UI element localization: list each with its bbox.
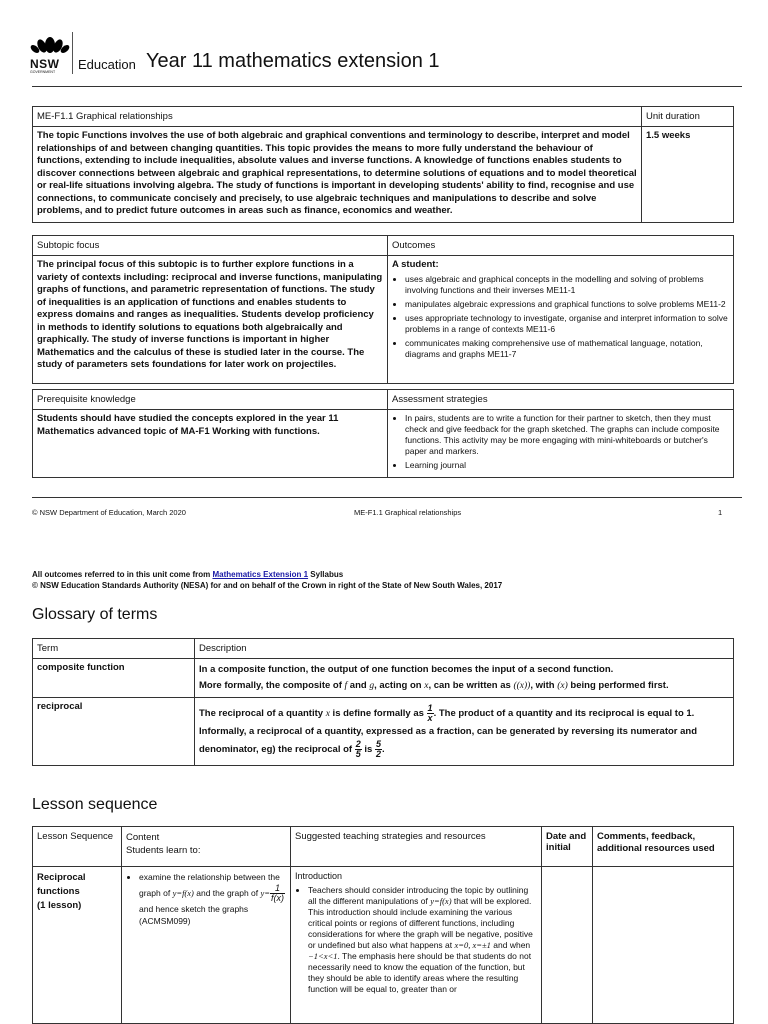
term-heading: Term bbox=[33, 639, 195, 659]
text-run: , can be written as bbox=[428, 680, 514, 691]
math-composite: ((x)) bbox=[513, 681, 531, 691]
syllabus-note bbox=[32, 570, 343, 579]
composite-line-2 bbox=[199, 678, 729, 694]
duration-heading: Unit duration bbox=[642, 107, 734, 127]
text-run: examine the relationship between the graph of bbox=[139, 872, 280, 898]
composite-line-1: In a composite function, the output of one function becomes the input of a second function. bbox=[199, 664, 614, 675]
logo-text: NSW bbox=[30, 57, 60, 71]
outcomes-cell bbox=[388, 256, 734, 384]
lesson-name: Reciprocal functions bbox=[37, 872, 86, 897]
glossary-term: composite function bbox=[33, 659, 195, 698]
math-f: f bbox=[344, 681, 348, 691]
col-date: Date and initial bbox=[542, 827, 593, 867]
outcomes-intro: A student: bbox=[392, 259, 439, 270]
topic-heading: ME-F1.1 Graphical relationships bbox=[33, 107, 642, 127]
text-run: , acting on bbox=[374, 680, 425, 691]
numerator: 1 bbox=[270, 884, 285, 894]
logo-subtext: GOVERNMENT bbox=[30, 70, 56, 74]
footer-copyright: © NSW Department of Education, March 2020 bbox=[32, 508, 186, 517]
text-run: More formally, the composite of bbox=[199, 680, 345, 691]
text-run: being performed first. bbox=[567, 680, 669, 691]
unit-duration: 1.5 weeks bbox=[642, 127, 734, 223]
glossary-title: Glossary of terms bbox=[32, 606, 158, 623]
text-run: . The product of a quantity and its reciprocal is equal to 1. bbox=[433, 708, 695, 720]
text-run: and when bbox=[490, 940, 531, 950]
fraction-two-fifths bbox=[355, 740, 362, 759]
lesson-duration: (1 lesson) bbox=[37, 900, 82, 911]
numerator: 1 bbox=[427, 703, 433, 713]
col-content-label: Content bbox=[126, 832, 160, 843]
lesson-sequence-title: Lesson sequence bbox=[32, 796, 158, 813]
assessment-item: • Learning journal bbox=[405, 460, 729, 471]
col-lesson-sequence: Lesson Sequence bbox=[33, 827, 122, 867]
strategy-item bbox=[308, 885, 537, 995]
assessment-heading: Assessment strategies bbox=[388, 390, 734, 410]
text-run: and the graph of bbox=[193, 887, 261, 898]
numerator: 2 bbox=[355, 739, 361, 750]
subtopic-table bbox=[32, 235, 734, 384]
col-comments: Comments, feedback, additional resources used bbox=[593, 827, 734, 867]
fraction-one-over-x bbox=[427, 704, 434, 723]
prereq-table bbox=[32, 389, 734, 478]
reciprocal-formal bbox=[199, 704, 729, 723]
header-rule bbox=[32, 86, 742, 87]
math-x: x bbox=[424, 681, 429, 691]
fraction-one-over-fx bbox=[270, 884, 285, 903]
text-run: and hence sketch the graphs (ACMSM099) bbox=[139, 903, 249, 926]
math-g: g bbox=[369, 681, 375, 691]
outcome-item: • uses algebraic and graphical concepts in the modelling and solving of problems involving functions and their inverses ME11-1 bbox=[405, 274, 729, 296]
outcomes-heading: Outcomes bbox=[388, 236, 734, 256]
math-y-eq: y= bbox=[260, 887, 271, 898]
col-content-sublabel: Students learn to: bbox=[126, 845, 201, 856]
focus-heading: Subtopic focus bbox=[33, 236, 388, 256]
lesson-date-cell[interactable] bbox=[542, 867, 593, 1024]
glossary-term: reciprocal bbox=[33, 698, 195, 766]
numerator: 5 bbox=[375, 739, 381, 750]
text-run: . The emphasis here should be that students do not necessarily need to know the equation of the function, but they should be able to identify areas where the resulting function will be equal to, greater than or bbox=[308, 951, 532, 994]
text-run: that will be explored. This introduction should include examining the various critical points or regions of different functions, including considerations for where the graph will be negative, positive or undefined but also what happens at bbox=[308, 896, 533, 950]
glossary-table bbox=[32, 638, 734, 766]
math-x-values: x=0, x=±1 bbox=[454, 940, 491, 950]
fraction-five-halves bbox=[375, 740, 382, 759]
math-inequality: −1<x<1 bbox=[308, 951, 338, 961]
lesson-strategies bbox=[291, 867, 542, 1024]
assessment-item: • In pairs, students are to write a function for their partner to sketch, then they must check and give feedback for the graph sketched. The graphs can include composite functions. This activity may be more engaging with mini-whiteboards or butcher's paper and markers. bbox=[405, 413, 729, 457]
math-y-f-x: y=f(x) bbox=[172, 887, 194, 898]
text-run: is define formally as bbox=[329, 708, 427, 720]
syllabus-link[interactable]: Mathematics Extension 1 bbox=[212, 570, 309, 579]
footer-rule bbox=[32, 497, 742, 498]
outcome-item: • uses appropriate technology to investigate, organise and interpret information to solve problems in a range of contexts ME11-6 bbox=[405, 313, 729, 335]
text-run: and bbox=[347, 680, 370, 691]
math-x: x bbox=[325, 709, 330, 720]
col-strategies: Suggested teaching strategies and resources bbox=[291, 827, 542, 867]
lesson-comments-cell[interactable] bbox=[593, 867, 734, 1024]
syllabus-post: Syllabus bbox=[308, 570, 344, 579]
assessment-cell bbox=[388, 410, 734, 478]
description-heading: Description bbox=[195, 639, 734, 659]
outcome-item: • manipulates algebraic expressions and graphical functions to solve problems ME11-2 bbox=[405, 299, 729, 310]
math-y-f-x: y=f(x) bbox=[430, 896, 452, 906]
header-divider bbox=[72, 32, 73, 74]
nsw-logo bbox=[30, 32, 70, 74]
reciprocal-informal bbox=[199, 723, 729, 759]
denominator: 2 bbox=[375, 749, 381, 760]
col-content bbox=[122, 827, 291, 867]
strategy-heading: Introduction bbox=[295, 871, 343, 881]
syllabus-pre: All outcomes referred to in this unit come from bbox=[32, 570, 213, 579]
text-run: . bbox=[381, 744, 385, 756]
knowledge-text: Students should have studied the concepts explored in the year 11 Mathematics advanced topic of MA-F1 Working with functions. bbox=[33, 410, 388, 478]
glossary-description bbox=[195, 698, 734, 766]
text-run: , with bbox=[530, 680, 558, 691]
text-run: Informally, a reciprocal of a quantity, expressed as a fraction, can be generated by reversing its numerator and denominator, eg) the reciprocal of bbox=[199, 726, 698, 756]
text-run: is bbox=[361, 744, 375, 756]
topic-description: The topic Functions involves the use of both algebraic and graphical conventions and terminology to describe, interpret and model relationships of and between changing quantities. This topic provides the means to more fully understand the behaviour of functions, extending to include inequalities, absolute values and inverse functions. A knowledge of functions enables students to discover connections between algebraic and graphical representations, to determine solutions of equations and to model theoretical or real-life situations involving algebra. The study of functions is important in developing students' ability to find, recognise and use connections, to communicate concisely and precisely, to use algebraic techniques and manipulations to describe and solve problems, and to predict future outcomes in areas such as finance, economics and weather. bbox=[33, 127, 642, 223]
lesson-row-title bbox=[33, 867, 122, 1024]
glossary-description bbox=[195, 659, 734, 698]
text-run: Teachers should consider introducing the topic by outlining all the different manipulations of bbox=[308, 885, 529, 906]
denominator: f(x) bbox=[271, 892, 285, 903]
text-run: The reciprocal of a quantity bbox=[199, 708, 326, 720]
math-inner: (x) bbox=[557, 681, 568, 691]
footer-page-number: 1 bbox=[718, 508, 723, 517]
denominator: 5 bbox=[355, 749, 361, 760]
overview-table bbox=[32, 106, 734, 223]
page-title: Year 11 mathematics extension 1 bbox=[146, 50, 440, 72]
lesson-content bbox=[122, 867, 291, 1024]
department-name: Education bbox=[78, 57, 136, 72]
knowledge-heading: Prerequisite knowledge bbox=[33, 390, 388, 410]
content-item bbox=[139, 871, 286, 928]
waratah-logo-icon bbox=[30, 32, 70, 54]
focus-text: The principal focus of this subtopic is to further explore functions in a variety of contexts including: reciprocal and inverse functions, manipulating graphs of functions, and parametric representation of functions. The study of inequalities is an application of functions and enables students to express domains and ranges as inequalities. Students develop proficiency in methods to identify solutions to equations both algebraically and graphically. The study of inverse functions is important in higher Mathematics and the calculus of these is studied later in the course. The study of parameters sets foundations for later work on projectiles. bbox=[33, 256, 388, 384]
denominator: x bbox=[427, 713, 433, 723]
outcome-item: • communicates making comprehensive use of mathematical language, notation, diagrams and graphs ME11-7 bbox=[405, 338, 729, 360]
nesa-note: © NSW Education Standards Authority (NESA) for and on behalf of the Crown in right of the State of New South Wales, 2017 bbox=[32, 581, 503, 590]
footer-doc-name: ME-F1.1 Graphical relationships bbox=[354, 508, 462, 517]
lesson-table bbox=[32, 826, 734, 1024]
